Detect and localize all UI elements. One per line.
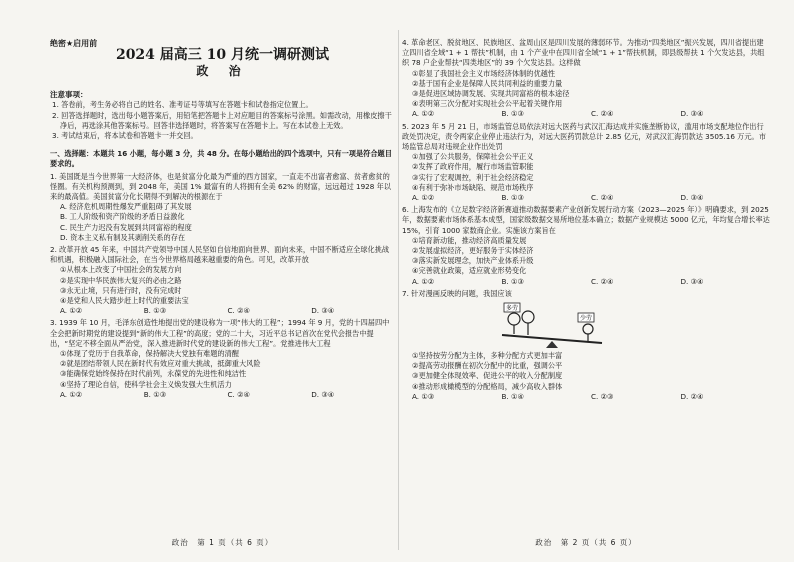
question-stem: 1. 美国既是当今世界第一大经济体，也是贫富分化最为严重的西方国家，一直走不出富者愈富、贫者愈贫的怪圈。有关机构预测到，到 2048 年，美国 1% 最富有的人将拥有全美 62% 的财富，远远超过 1928 年以来的最高值。美国贫富分化长期得不到解决的根源在于	[50, 171, 391, 202]
exam-title: 2024 届高三 10 月统一调研测试	[115, 47, 330, 63]
option: ④有利于弥补市场缺陷、规范市场秩序	[412, 182, 534, 192]
note-item: 2. 回答选择题时，选出每小题答案后，用铅笔把答题卡上对应题目的答案标号涂黑。如需改动，用橡皮擦干净后，再选涂其他答案标号。回答非选择题时，将答案写在答题卡上。写在本试卷上无效。	[52, 110, 392, 130]
answer-choice: D. ②④	[680, 391, 704, 401]
answer-choice: B. ①③	[501, 109, 524, 119]
page-divider	[398, 30, 399, 550]
question-stem: 7. 针对漫画反映的问题，我国应该	[402, 288, 512, 298]
note-item: 1. 答卷前，考生务必将自己的姓名、准考证号等填写在答题卡和试卷指定位置上。	[52, 100, 313, 110]
answer-choice: A. ①③	[412, 391, 435, 401]
answer-choice: A. ①②	[412, 193, 435, 203]
option: ①加强了公共服务，保障社会公平正义	[412, 152, 534, 162]
option: D. 资本主义私有制及其剥削关系的存在	[60, 232, 186, 242]
question-2	[50, 245, 395, 316]
exam-subject: 政 治	[196, 64, 249, 78]
option: ②是实现中华民族伟大复兴的必由之路	[60, 275, 182, 285]
answer-choice: B. ①③	[143, 306, 167, 316]
option: B. 工人阶级和资产阶级的矛盾日益激化	[60, 212, 185, 222]
answer-choice: C. ②④	[591, 193, 614, 203]
option: ④推动形成橄榄型的分配格局，减少高收入群体	[412, 381, 563, 391]
option: ①从根本上改变了中国社会的发展方向	[60, 265, 182, 275]
answer-choice: D. ③④	[680, 276, 704, 286]
question-stem: 5. 2023 年 5 月 21 日，市场监管总局依法对远大医药与武汉汇海达成并实施垄断协议，滥用市场支配地位作出行政处罚决定，责令两家企业停止违法行为，对远大医药罚款总计 2.85 亿元，对武汉汇海罚款达 3505.16 万元。市场监管总局对违规企业作出处罚	[402, 121, 766, 152]
answer-choice: B. ①③	[143, 389, 167, 399]
cartoon-label-left: 多劳	[505, 305, 519, 313]
option: ②就是团结带领人民在新时代有效应对重大挑战，抵御重大风险	[60, 359, 261, 369]
answer-choices	[402, 277, 770, 287]
answer-choice: C. ②④	[591, 109, 614, 119]
answer-choice: C. ②③	[591, 391, 614, 401]
answer-choice: A. ①②	[412, 276, 435, 286]
answer-choice: C. ②④	[227, 389, 250, 399]
answer-choice: B. ①④	[501, 391, 524, 401]
option: A. 经济危机周期性爆发严重阻碍了其发展	[60, 202, 192, 212]
question-7	[402, 289, 770, 402]
question-3	[50, 318, 395, 400]
option: ④完善就业政策，适应就业形势变化	[412, 266, 527, 276]
option: ③是促进区域协调发展、实现共同富裕的根本途径	[412, 89, 570, 99]
question-stem: 2. 改革开放 45 年来，中国共产党领导中国人民坚如自信地面向世界、面向未来，中国不断适应全球化挑战和机遇，积极融入国际社会，在当今世界格局越来越重要的角色。可见，改革开放	[50, 245, 390, 265]
option: ①坚持按劳分配为主体，多种分配方式更加丰富	[412, 351, 563, 361]
secret-mark: 绝密★启用前	[50, 39, 98, 48]
option: ④坚持了理论自信，使科学社会主义焕发强大生机活力	[60, 379, 232, 389]
answer-choice: A. ①②	[60, 389, 83, 399]
answer-choices	[402, 193, 770, 203]
option: ④是党和人民大踏步赶上时代的重要法宝	[60, 296, 189, 306]
answer-choice: B. ①③	[501, 193, 524, 203]
answer-choice: C. ②④	[227, 306, 250, 316]
option: ③实行了宏观调控，利于社会经济稳定	[412, 172, 534, 182]
section-heading: 一、选择题：本题共 16 小题，每小题 3 分，共 48 分。在每小题给出的四个选项中，只有一项是符合题目要求的。	[50, 149, 392, 169]
option: ②发展虚拟经济，更好服务于实体经济	[412, 246, 534, 256]
answer-choices	[50, 390, 395, 400]
option: ④表明第三次分配对实现社会公平起着关键作用	[412, 99, 563, 109]
option: C. 民生产力迟没有发展到共同富裕的程度	[60, 222, 192, 232]
notes-title: 注意事项：	[50, 90, 88, 100]
page-2	[402, 36, 770, 556]
question-stem: 3. 1939 年 10 月，毛泽东创造性地提出党的建设称为一项“伟大的工程”；1994 年 9 月，党的十四届四中全会把新时期党的建设提到“新的伟大工程”的高度；党的二十大，习近平总书记首次在党代会报告中提出，“坚定不移全面从严治党，深入推进新时代党的建设新的伟大工程”。党推进伟大工程	[50, 318, 390, 348]
option: ①培育新动能，推动经济高质量发展	[412, 235, 527, 245]
answer-choices	[50, 306, 395, 316]
answer-choice: B. ①③	[501, 276, 524, 286]
question-6	[402, 205, 770, 287]
question-4	[402, 38, 770, 120]
option: ②提高劳动报酬在初次分配中的比重，强调公平	[412, 361, 563, 371]
answer-choice: A. ①②	[412, 109, 435, 119]
option: ③能确保党始终保持在时代前列，永葆党的先进性和纯洁性	[60, 369, 247, 379]
option: ②基于国有企业是保障人民共同利益的重要力量	[412, 78, 563, 88]
option: ①体现了党历于自我革命，保持解决大党独有难题的清醒	[60, 349, 239, 359]
note-item: 3. 考试结束后，将本试卷和答题卡一并交回。	[52, 131, 198, 141]
answer-choices	[402, 109, 770, 119]
option: ②发挥了政府作用，履行市场监管职能	[412, 162, 534, 172]
question-1	[50, 172, 395, 243]
answer-choice: D. ③④	[680, 193, 704, 203]
page-1	[50, 36, 395, 556]
page-footer: 政治 第 1 页（共 6 页）	[171, 537, 274, 547]
question-stem: 4. 革命老区、脱贫地区、民族地区、盆周山区是四川发展的薄弱环节。为推动“四类地区”振兴发展，四川省提出建立四川省全域“1 + 1 帮扶”机制，由 1 个产业中在四川省全域“1 + 1”帮扶机制，即县级帮扶 1 个欠发达县，共组织 78 户企业帮扶“四类地区”的 39 个欠发达县。这样做	[402, 38, 765, 68]
option: ①彰显了我国社会主义市场经济体制的优越性	[412, 68, 556, 78]
option: ③更加健全体现效率、促进公平的收入分配制度	[412, 371, 563, 381]
answer-choice: D. ③④	[311, 389, 335, 399]
seesaw-cartoon-image	[492, 301, 612, 349]
answer-choice: A. ①②	[60, 306, 83, 316]
page-footer: 政治 第 2 页（共 6 页）	[535, 537, 637, 547]
answer-choice: D. ③④	[311, 306, 335, 316]
option: ③落实新发展理念，加快产业体系升级	[412, 256, 534, 266]
cartoon-illustration	[492, 301, 612, 349]
answer-choice: D. ③④	[680, 109, 704, 119]
answer-choices	[402, 392, 770, 402]
question-stem: 6. 上海发布的《立足数字经济新赛道推动数据要素产业创新发展行动方案（2023—2025 年）》明确要求，到 2025 年，数据要素市场体系基本成型，国家级数据交易所地位基本确立；数据产业规模达 5000 亿元，年均复合增长率达 15%，引育 1000 家数商企业。实施该方案旨在	[402, 205, 770, 235]
question-5	[402, 122, 770, 204]
answer-choice: C. ②④	[591, 276, 614, 286]
cartoon-label-right: 少劳	[579, 315, 593, 323]
option: ③永无止境，只有进行时，没有完成时	[60, 285, 182, 295]
